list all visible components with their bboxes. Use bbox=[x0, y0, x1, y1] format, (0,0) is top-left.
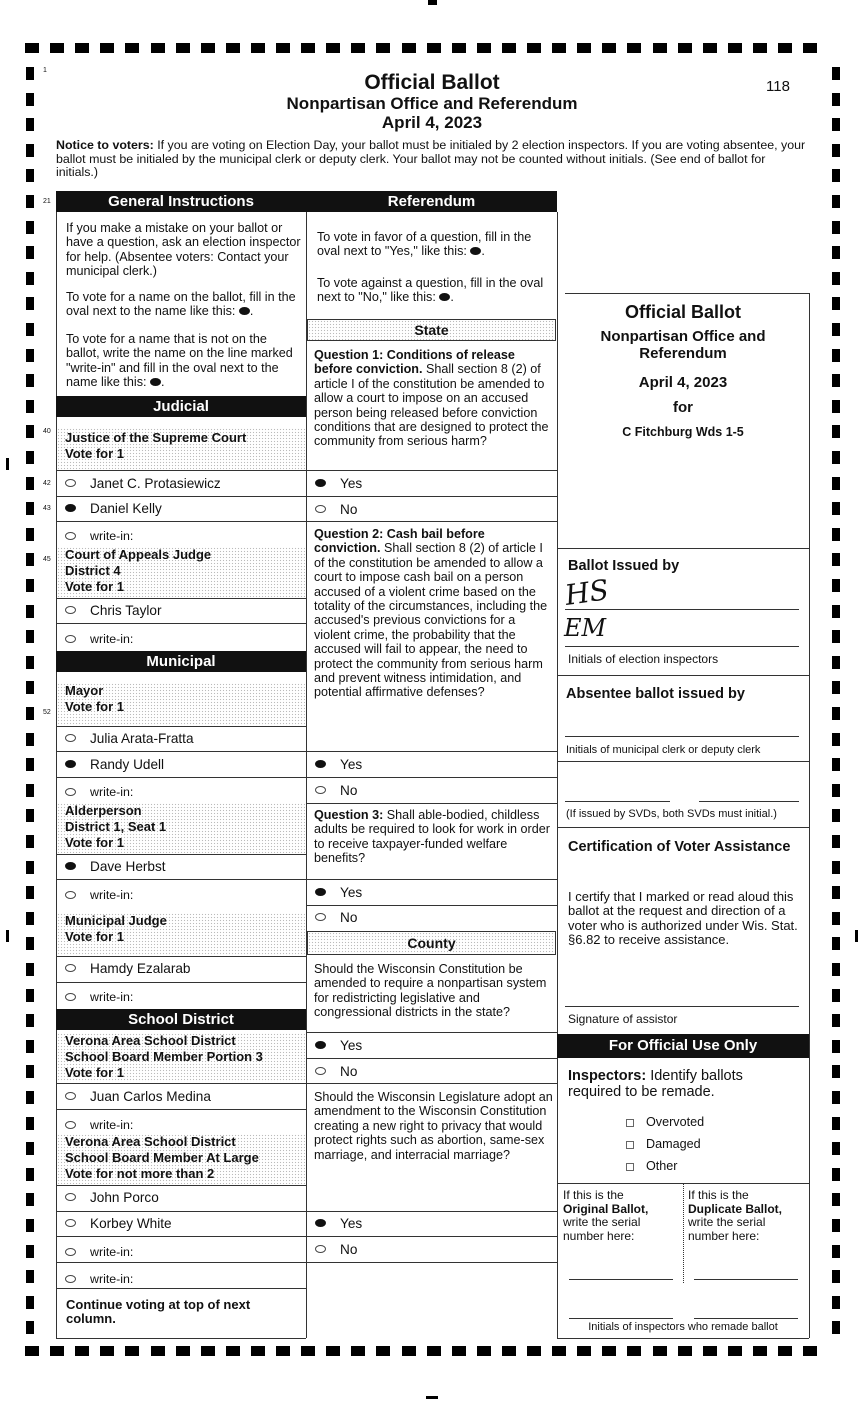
vote-oval[interactable] bbox=[65, 1248, 76, 1256]
timing-mark bbox=[26, 861, 34, 874]
candidate-arata-fratta[interactable]: Julia Arata-Fratta bbox=[56, 730, 194, 748]
timing-mark bbox=[832, 1117, 840, 1130]
timing-mark bbox=[26, 656, 34, 669]
timing-mark bbox=[100, 1346, 114, 1356]
timing-mark bbox=[26, 630, 34, 643]
write-in-school-portion-3[interactable]: write-in: bbox=[56, 1116, 133, 1134]
vote-oval[interactable] bbox=[65, 532, 76, 540]
timing-mark bbox=[552, 1346, 566, 1356]
timing-mark bbox=[351, 1346, 365, 1356]
side-code: 43 bbox=[43, 505, 51, 512]
timing-mark bbox=[26, 477, 34, 490]
timing-mark bbox=[832, 374, 840, 387]
timing-mark bbox=[832, 809, 840, 822]
timing-mark bbox=[26, 1219, 34, 1232]
general-instructions-heading: General Instructions bbox=[56, 191, 306, 212]
timing-mark bbox=[25, 1346, 39, 1356]
timing-mark bbox=[26, 1245, 34, 1258]
timing-mark bbox=[832, 1168, 840, 1181]
ballot-date: April 4, 2023 bbox=[381, 113, 483, 132]
timing-mark bbox=[778, 43, 792, 53]
q1-no[interactable]: No bbox=[306, 501, 357, 519]
timing-mark bbox=[778, 1346, 792, 1356]
timing-mark bbox=[832, 221, 840, 234]
timing-mark bbox=[832, 400, 840, 413]
timing-mark bbox=[832, 1219, 840, 1232]
vote-oval[interactable] bbox=[315, 505, 326, 513]
vote-oval[interactable] bbox=[65, 635, 76, 643]
side-code: 1 bbox=[43, 67, 47, 74]
timing-mark bbox=[832, 502, 840, 515]
office-school-board-portion-3: Verona Area School District School Board Member Portion 3 Vote for 1 bbox=[57, 1033, 305, 1082]
vote-oval-filled[interactable] bbox=[315, 888, 326, 896]
signature-of-assistor: Signature of assistor bbox=[568, 1012, 678, 1026]
side-code: 21 bbox=[43, 198, 51, 205]
timing-mark bbox=[832, 1065, 840, 1078]
instructions-mistake: If you make a mistake on your ballot or have a question, ask an election inspector for help. (Absentee voters: Contact your municipal clerk.) bbox=[66, 221, 301, 279]
timing-mark bbox=[50, 43, 64, 53]
checkbox[interactable] bbox=[626, 1163, 634, 1171]
vote-oval[interactable] bbox=[65, 1193, 76, 1201]
timing-mark bbox=[50, 1346, 64, 1356]
timing-mark bbox=[26, 784, 34, 797]
vote-oval-filled[interactable] bbox=[315, 760, 326, 768]
vote-oval[interactable] bbox=[65, 734, 76, 742]
timing-mark bbox=[26, 835, 34, 848]
timing-mark bbox=[201, 1346, 215, 1356]
timing-mark bbox=[832, 144, 840, 157]
certification-text: I certify that I marked or read aloud this ballot at the request and direction of a voter who is authorized under Wis. Stat. §6.82 to receive assistance. bbox=[568, 889, 798, 948]
timing-mark bbox=[552, 43, 566, 53]
timing-mark bbox=[26, 1296, 34, 1309]
timing-mark bbox=[151, 1346, 165, 1356]
timing-mark bbox=[832, 758, 840, 771]
office-mayor: Mayor Vote for 1 bbox=[57, 683, 305, 726]
county-question-1-text: Should the Wisconsin Constitution be amended to require a nonpartisan system for redistricting legislative and congressional districts in the state? bbox=[314, 962, 547, 1020]
timing-mark bbox=[26, 1142, 34, 1155]
timing-mark bbox=[26, 297, 34, 310]
timing-mark bbox=[26, 553, 34, 566]
timing-mark bbox=[427, 1346, 441, 1356]
timing-mark bbox=[201, 43, 215, 53]
timing-mark bbox=[728, 1346, 742, 1356]
write-in-appeals-court[interactable]: write-in: bbox=[56, 630, 133, 648]
check-overvoted[interactable]: Overvoted bbox=[626, 1115, 704, 1129]
timing-mark bbox=[832, 1245, 840, 1258]
q2-yes[interactable]: Yes bbox=[306, 756, 362, 774]
candidate-taylor[interactable]: Chris Taylor bbox=[56, 602, 162, 620]
timing-mark bbox=[26, 1065, 34, 1078]
stub-date: April 4, 2023 bbox=[638, 374, 728, 391]
timing-mark bbox=[26, 246, 34, 259]
timing-mark bbox=[832, 451, 840, 464]
judicial-heading: Judicial bbox=[56, 396, 306, 417]
q3-yes[interactable]: Yes bbox=[306, 884, 362, 902]
timing-mark bbox=[26, 374, 34, 387]
ballot-title: Official Ballot bbox=[364, 71, 500, 94]
timing-mark bbox=[402, 1346, 416, 1356]
timing-mark bbox=[832, 195, 840, 208]
timing-mark bbox=[577, 1346, 591, 1356]
c2-yes[interactable]: Yes bbox=[306, 1215, 362, 1233]
timing-mark bbox=[226, 1346, 240, 1356]
stub-subtitle: Nonpartisan Office and Referendum bbox=[600, 328, 766, 362]
county-heading: County bbox=[307, 931, 556, 955]
vote-oval-filled[interactable] bbox=[65, 504, 76, 512]
official-use-heading: For Official Use Only bbox=[557, 1034, 809, 1058]
timing-mark bbox=[452, 1346, 466, 1356]
timing-mark bbox=[26, 1270, 34, 1283]
candidate-kelly[interactable]: Daniel Kelly bbox=[56, 500, 162, 518]
timing-mark bbox=[832, 681, 840, 694]
timing-mark bbox=[25, 43, 39, 53]
vote-oval[interactable] bbox=[65, 1092, 76, 1100]
timing-mark bbox=[577, 43, 591, 53]
vote-oval[interactable] bbox=[315, 913, 326, 921]
timing-mark bbox=[26, 937, 34, 950]
ballot-subtitle: Nonpartisan Office and Referendum bbox=[286, 94, 578, 113]
check-damaged[interactable]: Damaged bbox=[626, 1137, 701, 1151]
timing-mark bbox=[832, 605, 840, 618]
timing-mark bbox=[326, 1346, 340, 1356]
timing-mark bbox=[832, 886, 840, 899]
timing-mark bbox=[832, 963, 840, 976]
timing-mark bbox=[728, 43, 742, 53]
timing-mark bbox=[832, 553, 840, 566]
timing-mark bbox=[832, 246, 840, 259]
vote-oval[interactable] bbox=[65, 1219, 76, 1227]
registration-mark-bottom bbox=[426, 1396, 438, 1399]
timing-mark bbox=[477, 1346, 491, 1356]
write-in-at-large-1[interactable]: write-in: bbox=[56, 1243, 133, 1261]
question-1-text: Question 1: Conditions of release before conviction. Shall section 8 (2) of article I of the constitution be amended to allow a court to impose on an accused person being released before conviction conditions that are designed to protect the community from serious harm? bbox=[314, 348, 549, 449]
vote-oval[interactable] bbox=[315, 1245, 326, 1253]
question-3-text: Question 3: Shall able-bodied, childless adults be required to look for work in order to receive taxpayer-funded welfare benefits? bbox=[314, 808, 550, 866]
initials-election-inspectors: Initials of election inspectors bbox=[568, 652, 719, 666]
timing-mark bbox=[26, 989, 34, 1002]
timing-mark bbox=[452, 43, 466, 53]
timing-mark bbox=[26, 1014, 34, 1027]
timing-mark bbox=[678, 43, 692, 53]
vote-oval-filled[interactable] bbox=[315, 479, 326, 487]
office-school-board-at-large: Verona Area School District School Board Member At Large Vote for not more than 2 bbox=[57, 1134, 305, 1184]
county-question-2-text: Should the Wisconsin Legislature adopt an amendment to the Wisconsin Constitution creating a new right to privacy that would protect rights such as abortion, same-sex marriage, and interracial marriage? bbox=[314, 1090, 553, 1162]
timing-mark bbox=[803, 43, 817, 53]
timing-mark bbox=[832, 272, 840, 285]
vote-oval[interactable] bbox=[65, 964, 76, 972]
stub-title: Official Ballot bbox=[624, 302, 741, 322]
timing-mark bbox=[653, 43, 667, 53]
referendum-yes-instructions: To vote in favor of a question, fill in the oval next to "Yes," like this: . bbox=[317, 230, 532, 259]
timing-mark bbox=[832, 1193, 840, 1206]
vote-oval[interactable] bbox=[65, 788, 76, 796]
vote-oval[interactable] bbox=[65, 479, 76, 487]
stub-municipality: C Fitchburg Wds 1-5 bbox=[622, 425, 744, 439]
candidate-herbst[interactable]: Dave Herbst bbox=[56, 858, 166, 876]
timing-mark bbox=[832, 912, 840, 925]
timing-mark bbox=[351, 43, 365, 53]
timing-mark bbox=[402, 43, 416, 53]
timing-mark bbox=[75, 43, 89, 53]
candidate-white[interactable]: Korbey White bbox=[56, 1215, 172, 1233]
timing-mark bbox=[832, 784, 840, 797]
timing-mark bbox=[477, 43, 491, 53]
timing-mark bbox=[832, 937, 840, 950]
q3-no[interactable]: No bbox=[306, 909, 357, 927]
inspector-initials-2: EM bbox=[564, 614, 607, 642]
instructions-write-in: To vote for a name that is not on the ballot, write the name on the line marked "write-in" and fill in the oval next to the name like this: . bbox=[66, 332, 293, 390]
timing-mark bbox=[832, 1296, 840, 1309]
vote-oval[interactable] bbox=[315, 786, 326, 794]
state-heading: State bbox=[307, 319, 556, 341]
registration-mark-top bbox=[428, 0, 437, 5]
vote-oval-filled[interactable] bbox=[315, 1219, 326, 1227]
side-tick bbox=[855, 930, 858, 942]
timing-mark bbox=[832, 707, 840, 720]
timing-mark bbox=[832, 1142, 840, 1155]
timing-mark bbox=[527, 1346, 541, 1356]
timing-mark bbox=[125, 43, 139, 53]
timing-mark bbox=[26, 502, 34, 515]
write-in-at-large-2[interactable]: write-in: bbox=[56, 1270, 133, 1288]
continue-voting: Continue voting at top of next column. bbox=[66, 1297, 251, 1327]
timing-mark bbox=[26, 1321, 34, 1334]
c1-yes[interactable]: Yes bbox=[306, 1037, 362, 1055]
timing-mark bbox=[26, 886, 34, 899]
timing-mark bbox=[832, 861, 840, 874]
side-tick bbox=[6, 930, 9, 942]
side-code: 40 bbox=[43, 428, 51, 435]
timing-mark bbox=[832, 989, 840, 1002]
timing-mark bbox=[527, 43, 541, 53]
timing-mark bbox=[678, 1346, 692, 1356]
school-district-heading: School District bbox=[56, 1009, 306, 1030]
initials-remade: Initials of inspectors who remade ballot bbox=[588, 1321, 778, 1333]
timing-mark bbox=[832, 323, 840, 336]
write-in-supreme-court[interactable]: write-in: bbox=[56, 527, 133, 545]
timing-mark bbox=[26, 195, 34, 208]
timing-mark bbox=[26, 169, 34, 182]
timing-mark bbox=[26, 144, 34, 157]
inspectors-instructions: Inspectors: Identify ballots required to be remade. bbox=[568, 1068, 743, 1100]
q2-no[interactable]: No bbox=[306, 782, 357, 800]
vote-oval-filled[interactable] bbox=[315, 1041, 326, 1049]
timing-mark bbox=[502, 1346, 516, 1356]
office-alderperson: Alderperson District 1, Seat 1 Vote for 1 bbox=[57, 803, 305, 853]
timing-mark bbox=[26, 1117, 34, 1130]
office-municipal-judge: Municipal Judge Vote for 1 bbox=[57, 913, 305, 956]
timing-mark bbox=[627, 43, 641, 53]
timing-mark bbox=[832, 528, 840, 541]
timing-mark bbox=[100, 43, 114, 53]
notice-to-voters: Notice to voters: If you are voting on Election Day, your ballot must be initialed by 2 election inspectors. If you are voting absentee, your ballot must be initialed by the municipal clerk or deputy clerk. Your ballot may not be counted without initials. (See end of ballot for initials.) bbox=[56, 138, 806, 179]
timing-mark bbox=[251, 1346, 265, 1356]
timing-mark bbox=[753, 1346, 767, 1356]
vote-oval[interactable] bbox=[65, 1275, 76, 1283]
timing-mark bbox=[703, 1346, 717, 1356]
timing-mark bbox=[26, 809, 34, 822]
original-ballot-serial: If this is the Original Ballot, write the serial number here: bbox=[563, 1188, 649, 1243]
timing-mark bbox=[26, 681, 34, 694]
timing-mark bbox=[125, 1346, 139, 1356]
timing-mark bbox=[26, 605, 34, 618]
vote-oval[interactable] bbox=[65, 891, 76, 899]
c2-no[interactable]: No bbox=[306, 1241, 357, 1259]
timing-mark bbox=[602, 43, 616, 53]
timing-mark bbox=[832, 297, 840, 310]
write-in-alderperson[interactable]: write-in: bbox=[56, 886, 133, 904]
timing-mark bbox=[703, 43, 717, 53]
absentee-issued-by: Absentee ballot issued by bbox=[566, 686, 745, 702]
timing-mark bbox=[75, 1346, 89, 1356]
timing-mark bbox=[176, 43, 190, 53]
ballot-number: 118 bbox=[766, 78, 790, 95]
candidate-ezalarab[interactable]: Hamdy Ezalarab bbox=[56, 960, 191, 978]
timing-mark bbox=[26, 1091, 34, 1104]
timing-mark bbox=[26, 963, 34, 976]
timing-mark bbox=[26, 912, 34, 925]
timing-mark bbox=[26, 1040, 34, 1053]
write-in-municipal-judge[interactable]: write-in: bbox=[56, 988, 133, 1006]
timing-mark bbox=[26, 707, 34, 720]
timing-mark bbox=[753, 43, 767, 53]
candidate-protasiewicz[interactable]: Janet C. Protasiewicz bbox=[56, 475, 221, 493]
timing-mark bbox=[326, 43, 340, 53]
stub-for: for bbox=[673, 399, 693, 416]
timing-mark bbox=[301, 1346, 315, 1356]
office-court-of-appeals: Court of Appeals Judge District 4 Vote for 1 bbox=[57, 547, 305, 597]
timing-mark bbox=[832, 630, 840, 643]
side-code: 42 bbox=[43, 480, 51, 487]
timing-mark bbox=[26, 1193, 34, 1206]
timing-mark bbox=[832, 835, 840, 848]
q1-yes[interactable]: Yes bbox=[306, 475, 362, 493]
timing-mark bbox=[226, 43, 240, 53]
timing-mark bbox=[832, 425, 840, 438]
timing-mark bbox=[832, 477, 840, 490]
timing-mark bbox=[26, 1168, 34, 1181]
initials-clerk: Initials of municipal clerk or deputy clerk bbox=[566, 744, 761, 756]
ballot-issued-by: Ballot Issued by bbox=[568, 558, 680, 574]
timing-mark bbox=[26, 579, 34, 592]
inspector-initials-1: HS bbox=[562, 573, 611, 612]
municipal-heading: Municipal bbox=[56, 651, 306, 672]
referendum-no-instructions: To vote against a question, fill in the oval next to "No," like this: . bbox=[317, 276, 544, 305]
write-in-mayor[interactable]: write-in: bbox=[56, 783, 133, 801]
vote-oval[interactable] bbox=[315, 1067, 326, 1075]
timing-mark bbox=[26, 451, 34, 464]
timing-mark bbox=[26, 349, 34, 362]
c1-no[interactable]: No bbox=[306, 1063, 357, 1081]
timing-mark bbox=[26, 758, 34, 771]
timing-mark bbox=[427, 43, 441, 53]
timing-mark bbox=[803, 1346, 817, 1356]
referendum-heading: Referendum bbox=[306, 191, 557, 212]
timing-mark bbox=[301, 43, 315, 53]
timing-mark bbox=[276, 43, 290, 53]
timing-mark bbox=[26, 272, 34, 285]
certification-heading: Certification of Voter Assistance bbox=[568, 839, 791, 855]
candidate-porco[interactable]: John Porco bbox=[56, 1189, 159, 1207]
timing-mark bbox=[376, 43, 390, 53]
vote-oval[interactable] bbox=[65, 993, 76, 1001]
timing-mark bbox=[151, 43, 165, 53]
office-supreme-court: Justice of the Supreme Court Vote for 1 bbox=[57, 428, 305, 470]
check-other[interactable]: Other bbox=[626, 1159, 678, 1173]
timing-mark bbox=[832, 1040, 840, 1053]
vote-oval[interactable] bbox=[65, 1121, 76, 1129]
timing-mark bbox=[832, 656, 840, 669]
timing-mark bbox=[832, 579, 840, 592]
side-tick bbox=[6, 458, 9, 470]
vote-oval[interactable] bbox=[65, 606, 76, 614]
question-2-text: Question 2: Cash bail before conviction. Shall section 8 (2) of article I of the constitution be amended to allow a court to impose cash bail on a person accused of a violent crime based on the totality of the circumstances, including the accused's previous convictions for a violent crime, the probability that the accused will fail to appear, the need to protect the community from serious harm and prevent witness intimidation, and potential affirmative defenses? bbox=[314, 527, 548, 700]
timing-mark bbox=[26, 733, 34, 746]
instructions-vote-name: To vote for a name on the ballot, fill in the oval next to the name like this: . bbox=[66, 290, 296, 319]
timing-mark bbox=[832, 1014, 840, 1027]
svd-note: (If issued by SVDs, both SVDs must initial.) bbox=[566, 808, 777, 820]
side-code: 45 bbox=[43, 556, 51, 563]
timing-mark bbox=[832, 349, 840, 362]
checkbox[interactable] bbox=[626, 1141, 634, 1149]
timing-mark bbox=[176, 1346, 190, 1356]
timing-mark bbox=[376, 1346, 390, 1356]
timing-mark bbox=[26, 528, 34, 541]
candidate-udell[interactable]: Randy Udell bbox=[56, 756, 164, 774]
timing-mark bbox=[502, 43, 516, 53]
timing-mark bbox=[832, 733, 840, 746]
timing-mark bbox=[832, 1270, 840, 1283]
timing-mark bbox=[832, 1091, 840, 1104]
timing-mark bbox=[251, 43, 265, 53]
side-code: 52 bbox=[43, 709, 51, 716]
timing-mark bbox=[627, 1346, 641, 1356]
timing-mark bbox=[26, 425, 34, 438]
duplicate-ballot-serial: If this is the Duplicate Ballot, write the serial number here: bbox=[688, 1188, 783, 1243]
checkbox[interactable] bbox=[626, 1119, 634, 1127]
timing-mark bbox=[653, 1346, 667, 1356]
candidate-medina[interactable]: Juan Carlos Medina bbox=[56, 1088, 211, 1106]
timing-mark bbox=[26, 323, 34, 336]
timing-mark bbox=[602, 1346, 616, 1356]
vote-oval-filled[interactable] bbox=[65, 862, 76, 870]
vote-oval-filled[interactable] bbox=[65, 760, 76, 768]
timing-mark bbox=[832, 169, 840, 182]
timing-mark bbox=[26, 221, 34, 234]
timing-mark bbox=[276, 1346, 290, 1356]
timing-mark bbox=[832, 1321, 840, 1334]
timing-mark bbox=[26, 400, 34, 413]
